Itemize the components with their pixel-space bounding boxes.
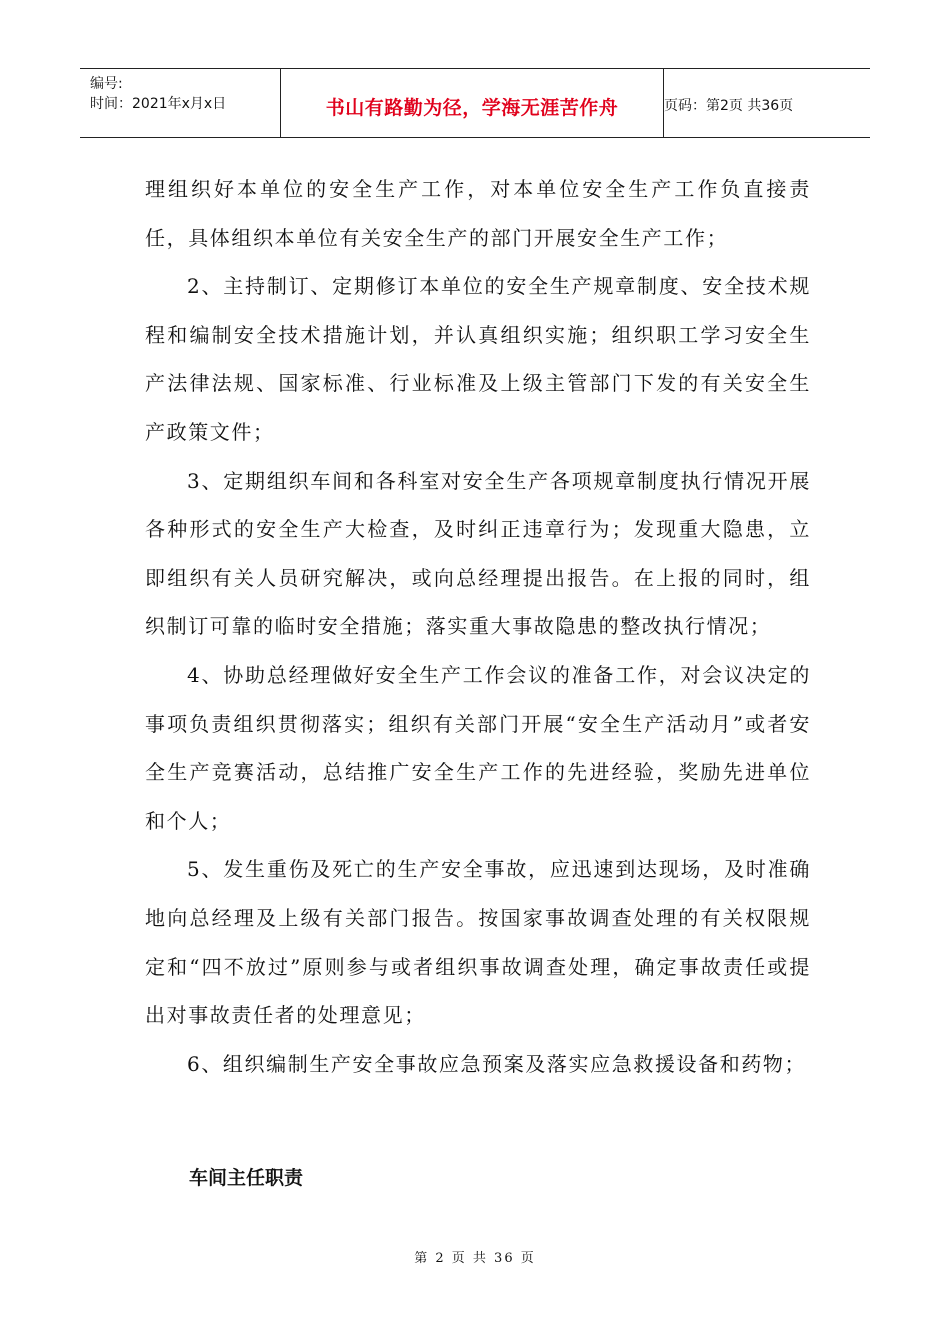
page-footer: 第 2 页 共 36 页 — [414, 1251, 536, 1266]
header-page-info: 页码：第2页 共36页 — [664, 98, 794, 114]
paragraph-item-5: 5、发生重伤及死亡的生产安全事故，应迅速到达现场，及时准确地向总经理及上级有关部门报告。按国家事故调查处理的有关权限规定和“四不放过”原则参与或者组织事故调查处理，确定事故责任或提出对事故责任者的处理意见； — [145, 857, 811, 1028]
document-body — [145, 165, 811, 1088]
document-number-label: 编号: — [90, 76, 123, 92]
header-page-cell — [664, 69, 870, 137]
header-motto-cell — [280, 69, 664, 137]
section-title: 车间主任职责 — [189, 1167, 304, 1189]
paragraph-item-2: 2、主持制订、定期修订本单位的安全生产规章制度、安全技术规程和编制安全技术措施计划，并认真组织实施；组织职工学习安全生产法律法规、国家标准、行业标准及上级主管部门下发的有关安全生产政策文件； — [145, 274, 811, 444]
paragraph-item-3: 3、定期组织车间和各科室对安全生产各项规章制度执行情况开展各种形式的安全生产大检查，及时纠正违章行为；发现重大隐患，立即组织有关人员研究解决，或向总经理提出报告。在上报的同时，组织制订可靠的临时安全措施；落实重大事故隐患的整改执行情况； — [145, 468, 811, 639]
page-header — [80, 68, 870, 138]
header-motto: 书山有路勤为径，学海无涯苦作舟 — [325, 97, 619, 119]
paragraph-item-6: 6、组织编制生产安全事故应急预案及落实应急救援设备和药物； — [187, 1051, 807, 1076]
header-meta — [80, 69, 280, 137]
document-date: 时间：2021年x月x日 — [90, 96, 227, 112]
paragraph-continuation: 理组织好本单位的安全生产工作，对本单位安全生产工作负直接责任，具体组织本单位有关安全生产的部门开展安全生产工作； — [145, 177, 811, 250]
paragraph-item-4: 4、协助总经理做好安全生产工作会议的准备工作，对会议决定的事项负责组织贯彻落实；组织有关部门开展“安全生产活动月”或者安全生产竞赛活动，总结推广安全生产工作的先进经验，奖励先进单位和个人； — [145, 662, 811, 833]
